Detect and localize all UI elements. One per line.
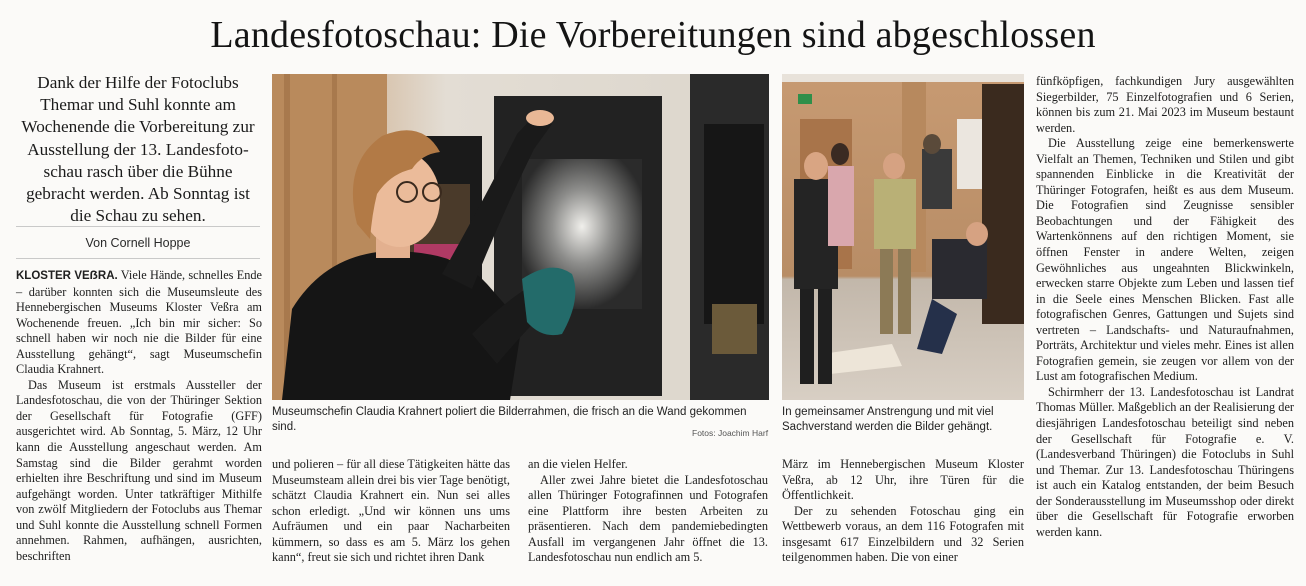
column-1-paragraph-2: Das Museum ist erstmals Aussteller der Landesfotoschau, die von der Thüringer Sektion der Gesellschaft für Fotografie (GFF) ausgerichtet wird. Ab Sonntag, 5. März, 12 Uhr kann die Ausstellung angeschaut werden. Am Samstag sind die Bilder gerahmt worden erhielten ihre Beschriftung und sind im Museum aufgehängt worden. Unter tatkräftiger Mithilfe von zwölf Mitgliedern der Fotoclubs aus Themar und Suhl konnte die Ausstellung schnell Formen annehmen. Rahmen, aufhängen, ausrichten, beschriften bbox=[16, 377, 262, 563]
dateline: KLOSTER VEẞRA. bbox=[16, 270, 118, 282]
photo-credit: Fotos: Joachim Harf bbox=[692, 428, 769, 438]
column-5-paragraph-1: fünfköpfigen, fachkundigen Jury ausgewählten Siegerbilder, 75 Einzelfotografien und 6 Serien, können bis zum 21. Mai 2023 im Museum bestaunt werden. bbox=[1036, 74, 1294, 135]
article-column-5 bbox=[1036, 74, 1294, 540]
photo-team-hanging-pictures bbox=[782, 74, 1024, 400]
photo-curator-polishing-frame bbox=[272, 74, 769, 400]
column-1-paragraph-1: Viele Hände, schnelles Ende – darüber konnten sich die Museumsleute des Hennebergischen Museums Kloster Veßra am Wochenende freuen. „Ich bin mir sicher: So schnell haben wir noch nie die Bilder für eine Ausstellung gehängt“, sagt Museumschefin Claudia Krahnert. bbox=[16, 268, 263, 377]
column-2-paragraph-1: und polieren – für all diese Tätigkeiten hätte das Museumsteam allein drei bis vier Tage benötigt, schätzt Claudia Krahnert ein. Nun sei alles schon erledigt. „Und wir können uns ums Aufräumen und ein paar Nacharbeiten kümmern, so dass es am 5. März los gehen kann“, freut sie sich und richtet ihren Dank bbox=[272, 457, 510, 565]
column-5-paragraph-2: Die Ausstellung zeige eine bemerkenswerte Vielfalt an Themen, Techniken und Stilen und gibt spannenden Einblicke in die Kreativität der Thüringer Fotografen, heißt es aus dem Museum. Die Fotografien sind Zeugnisse sensibler Beobachtungen und der Fähigkeit des Wartenkönnens auf den richtigen Moment, sie öffnen Fenster in andere Welten, zeigen Gewöhnliches aus ungeahnten Blickwinkeln, erwecken starre Objekte zum Leben und lassen tief in die Seele eines Menschen Blicken. Fast alle fotografischen Genres, Gattungen und Sujets sind vertreten – Landschafts- und Naturaufnahmen, Porträts, Architektur und vieles mehr. Eines ist allen Fotografien gemein, sie zeugen vor allem von der Lust am fotografischen Medium. bbox=[1036, 136, 1294, 384]
photo-1-caption: Museumschefin Claudia Krahnert poliert die Bilderrahmen, die frisch an die Wand gekommen sind. bbox=[272, 406, 747, 433]
byline-divider-top bbox=[16, 226, 260, 227]
article-column-1 bbox=[16, 268, 262, 564]
article-byline: Von Cornell Hoppe bbox=[85, 236, 191, 250]
byline-divider-bottom bbox=[16, 258, 260, 259]
photo-2-caption: In gemeinsamer Anstrengung und mit viel Sachverstand werden die Bilder gehängt. bbox=[782, 406, 994, 433]
column-4-paragraph-2: Der zu sehenden Fotoschau ging ein Wettbewerb voraus, an dem 116 Fotografen mit insgesamt 617 Einzelbildern und 32 Serien teilgenommen haben. Die von einer bbox=[782, 503, 1024, 565]
column-5-paragraph-3: Schirmherr der 13. Landesfotoschau ist Landrat Thomas Müller. Maßgeblich an der Realisierung der diesjährigen Landesfotoschau beteiligt sind neben der Gesellschaft für Fotografie e. V. (Landesverband Thüringen) die Fotoclubs in Suhl und Themar. Zur 13. Landesfotoschau Thüringens ist auch ein Katalog entstanden, der beim Besuch der Sonderausstellung im Museumsshop oder direkt über die Gesellschaft für Fotografie erworben werden kann. bbox=[1036, 384, 1294, 539]
article-column-4 bbox=[782, 457, 1024, 566]
column-4-paragraph-1: März im Hennebergischen Museum Kloster Veßra, ab 12 Uhr, ihre Türen für die Öffentlichkeit. bbox=[782, 457, 1024, 503]
column-3-paragraph-2: Aller zwei Jahre bietet die Landesfotoschau allen Thüringer Fotografinnen und Fotografen eine Plattform ihre besten Arbeiten zu präsentieren. Nach dem pandemiebedingten Ausfall im vergangenen Jahr öffnet die 13. Landesfotoschau nun endlich am 5. bbox=[528, 472, 768, 565]
column-3-paragraph-1: an die vielen Helfer. bbox=[528, 457, 628, 471]
article-lead: Dank der Hilfe der Fotoclubs Themar und Suhl konnte am Wochenende die Vorbereitung zur Ausstellung der 13. Landesfotoschau rasch über die Bühne gebracht werden. Ab Sonntag ist die Schau zu sehen. bbox=[21, 73, 255, 226]
article-column-2 bbox=[272, 457, 510, 566]
article-headline: Landesfotoschau: Die Vorbereitungen sind abgeschlossen bbox=[210, 14, 1096, 56]
article-column-3 bbox=[528, 457, 768, 566]
